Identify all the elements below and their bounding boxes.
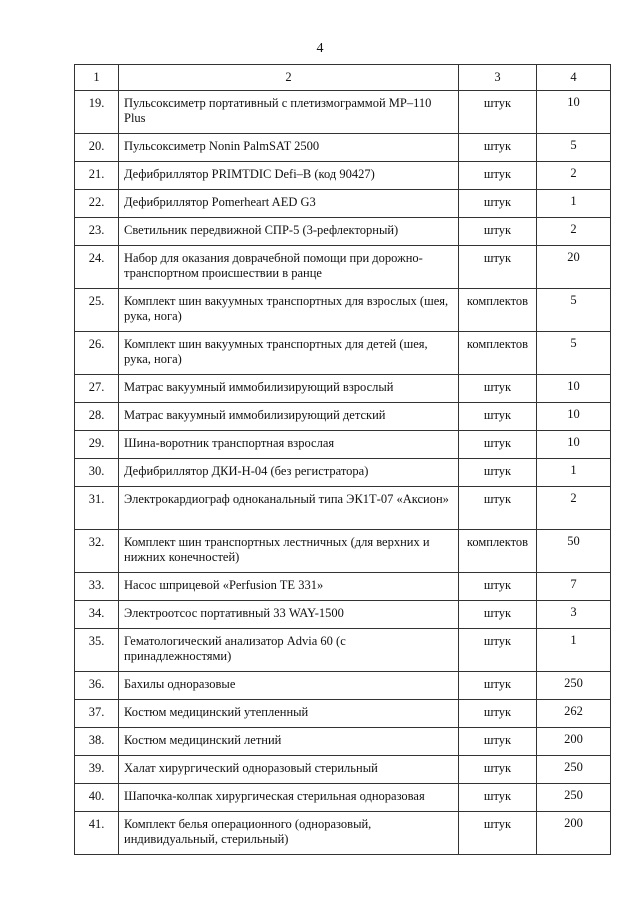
item-name: Пульсоксиметр Nonin PalmSAT 2500 <box>119 134 459 162</box>
row-number: 31. <box>75 487 119 530</box>
table-header-row <box>75 65 611 91</box>
item-quantity: 1 <box>537 190 611 218</box>
row-number: 26. <box>75 332 119 375</box>
item-quantity: 50 <box>537 530 611 573</box>
item-name: Дефибриллятор PRIMTDIC Defi–B (код 90427) <box>119 162 459 190</box>
item-unit: штук <box>459 756 537 784</box>
item-name: Комплект шин вакуумных транспортных для детей (шея, рука, нога) <box>119 332 459 375</box>
item-unit: штук <box>459 431 537 459</box>
table-row <box>75 672 611 700</box>
row-number: 19. <box>75 91 119 134</box>
item-unit: штук <box>459 190 537 218</box>
table-row <box>75 246 611 289</box>
item-name: Гематологический анализатор Advia 60 (с принадлежностями) <box>119 629 459 672</box>
item-name: Шапочка-колпак хирургическая стерильная одноразовая <box>119 784 459 812</box>
table-row <box>75 375 611 403</box>
item-quantity: 5 <box>537 134 611 162</box>
item-quantity: 10 <box>537 403 611 431</box>
item-unit: штук <box>459 246 537 289</box>
item-quantity: 250 <box>537 672 611 700</box>
item-unit: штук <box>459 672 537 700</box>
item-name: Бахилы одноразовые <box>119 672 459 700</box>
row-number: 34. <box>75 601 119 629</box>
item-unit: штук <box>459 375 537 403</box>
table-row <box>75 403 611 431</box>
item-quantity: 10 <box>537 91 611 134</box>
row-number: 25. <box>75 289 119 332</box>
item-name: Костюм медицинский утепленный <box>119 700 459 728</box>
table-row <box>75 289 611 332</box>
table-row <box>75 218 611 246</box>
row-number: 24. <box>75 246 119 289</box>
item-unit: штук <box>459 403 537 431</box>
table-row <box>75 700 611 728</box>
table-row <box>75 431 611 459</box>
item-unit: штук <box>459 487 537 530</box>
item-name: Костюм медицинский летний <box>119 728 459 756</box>
item-quantity: 1 <box>537 629 611 672</box>
table-row <box>75 784 611 812</box>
item-quantity: 2 <box>537 487 611 530</box>
row-number: 39. <box>75 756 119 784</box>
item-unit: штук <box>459 134 537 162</box>
row-number: 28. <box>75 403 119 431</box>
item-unit: комплектов <box>459 332 537 375</box>
row-number: 27. <box>75 375 119 403</box>
item-quantity: 250 <box>537 784 611 812</box>
table-row <box>75 530 611 573</box>
item-quantity: 2 <box>537 218 611 246</box>
item-quantity: 5 <box>537 332 611 375</box>
item-quantity: 200 <box>537 812 611 855</box>
page-number: 4 <box>316 41 324 56</box>
row-number: 23. <box>75 218 119 246</box>
row-number: 40. <box>75 784 119 812</box>
row-number: 20. <box>75 134 119 162</box>
item-unit: штук <box>459 629 537 672</box>
header-col-2: 2 <box>119 65 459 91</box>
row-number: 29. <box>75 431 119 459</box>
item-name: Комплект шин транспортных лестничных (для верхних и нижних конечностей) <box>119 530 459 573</box>
table-row <box>75 601 611 629</box>
item-name: Набор для оказания доврачебной помощи при дорожно-транспортном происшествии в ранце <box>119 246 459 289</box>
item-quantity: 10 <box>537 431 611 459</box>
item-quantity: 262 <box>537 700 611 728</box>
row-number: 36. <box>75 672 119 700</box>
item-quantity: 20 <box>537 246 611 289</box>
item-name: Электрокардиограф одноканальный типа ЭК1Т-07 «Аксион» <box>119 487 459 530</box>
item-unit: штук <box>459 700 537 728</box>
table-row <box>75 573 611 601</box>
header-col-1: 1 <box>75 65 119 91</box>
item-quantity: 10 <box>537 375 611 403</box>
item-name: Светильник передвижной СПР-5 (3-рефлекторный) <box>119 218 459 246</box>
row-number: 37. <box>75 700 119 728</box>
table-row <box>75 629 611 672</box>
item-name: Комплект шин вакуумных транспортных для взрослых (шея, рука, нога) <box>119 289 459 332</box>
item-name: Комплект белья операционного (одноразовый, индивидуальный, стерильный) <box>119 812 459 855</box>
table-row <box>75 756 611 784</box>
item-name: Пульсоксиметр портативный с плетизмограммой МР–110 Plus <box>119 91 459 134</box>
item-quantity: 2 <box>537 162 611 190</box>
item-quantity: 7 <box>537 573 611 601</box>
item-name: Электроотсос портативный 33 WAY-1500 <box>119 601 459 629</box>
item-quantity: 250 <box>537 756 611 784</box>
header-col-4: 4 <box>537 65 611 91</box>
row-number: 30. <box>75 459 119 487</box>
item-quantity: 3 <box>537 601 611 629</box>
table-row <box>75 487 611 530</box>
item-name: Дефибриллятор Pomerheart AED G3 <box>119 190 459 218</box>
item-unit: штук <box>459 91 537 134</box>
header-col-3: 3 <box>459 65 537 91</box>
row-number: 38. <box>75 728 119 756</box>
item-quantity: 200 <box>537 728 611 756</box>
row-number: 35. <box>75 629 119 672</box>
item-quantity: 5 <box>537 289 611 332</box>
table-row <box>75 190 611 218</box>
table-row <box>75 91 611 134</box>
item-unit: комплектов <box>459 530 537 573</box>
item-name: Матрас вакуумный иммобилизирующий детский <box>119 403 459 431</box>
item-name: Шина-воротник транспортная взрослая <box>119 431 459 459</box>
item-unit: штук <box>459 784 537 812</box>
row-number: 22. <box>75 190 119 218</box>
item-name: Матрас вакуумный иммобилизирующий взрослый <box>119 375 459 403</box>
item-unit: штук <box>459 459 537 487</box>
table-row <box>75 812 611 855</box>
equipment-table <box>74 64 611 855</box>
table-row <box>75 162 611 190</box>
item-unit: штук <box>459 601 537 629</box>
row-number: 41. <box>75 812 119 855</box>
item-unit: штук <box>459 218 537 246</box>
item-name: Дефибриллятор ДКИ-Н-04 (без регистратора) <box>119 459 459 487</box>
item-unit: штук <box>459 728 537 756</box>
row-number: 33. <box>75 573 119 601</box>
item-unit: комплектов <box>459 289 537 332</box>
row-number: 21. <box>75 162 119 190</box>
item-quantity: 1 <box>537 459 611 487</box>
table-row <box>75 728 611 756</box>
table-row <box>75 134 611 162</box>
table-row <box>75 332 611 375</box>
table-row <box>75 459 611 487</box>
item-unit: штук <box>459 162 537 190</box>
row-number: 32. <box>75 530 119 573</box>
item-name: Халат хирургический одноразовый стерильный <box>119 756 459 784</box>
item-unit: штук <box>459 573 537 601</box>
item-unit: штук <box>459 812 537 855</box>
item-name: Насос шприцевой «Perfusion TE 331» <box>119 573 459 601</box>
